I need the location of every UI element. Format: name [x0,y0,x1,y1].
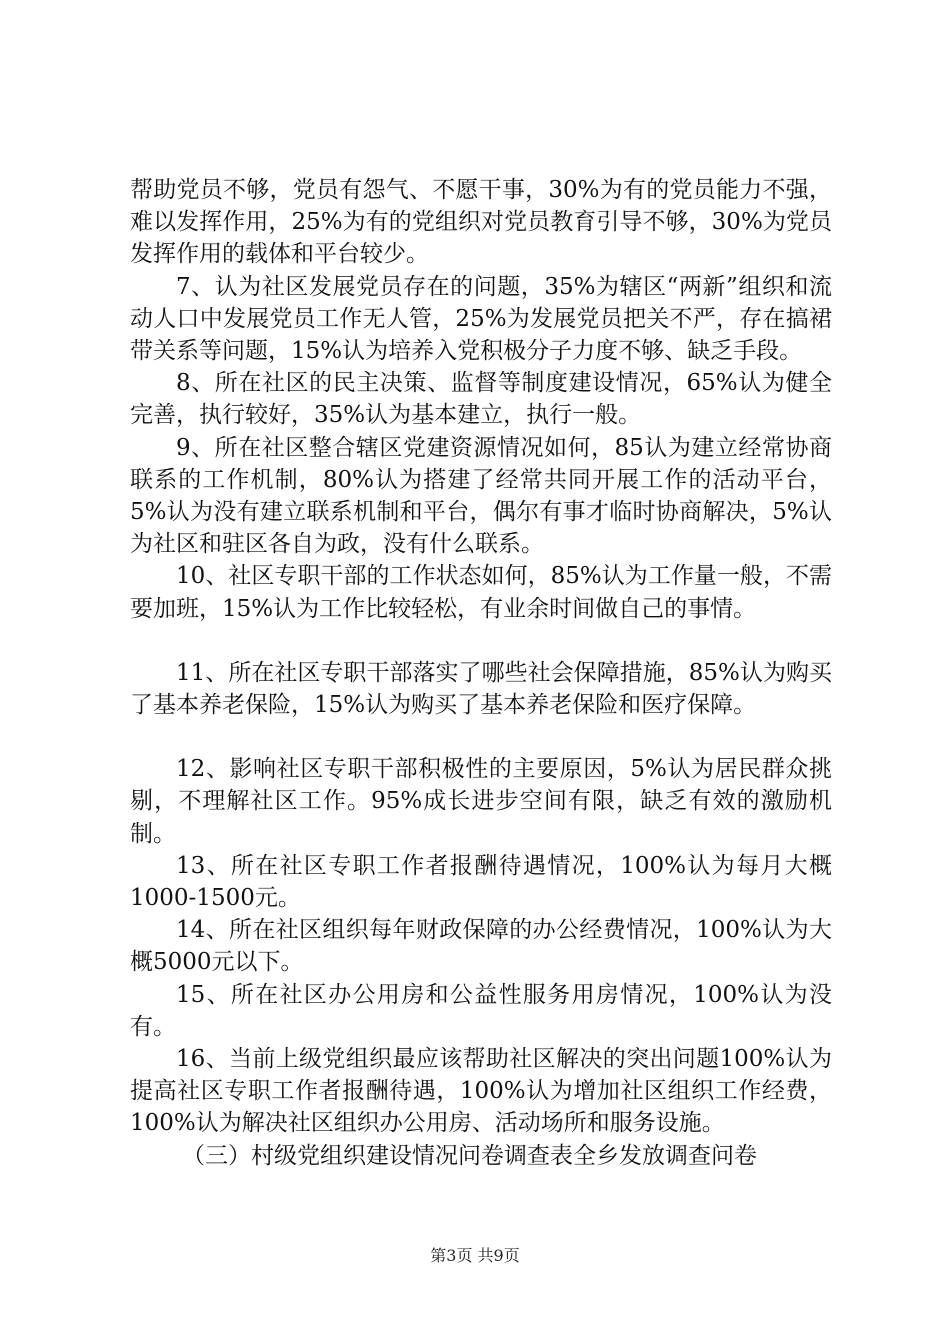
page-footer: 第3页 共9页 [430,1246,520,1265]
paragraph-item-16: 16、当前上级党组织最应该帮助社区解决的突出问题100%认为提高社区专职工作者报酬待遇，100%认为增加社区组织工作经费，100%认为解决社区组织办公用房、活动场所和服务设施。 [130,1046,832,1137]
paragraph-item-9: 9、所在社区整合辖区党建资源情况如何，85认为建立经常协商联系的工作机制，80%认为搭建了经常共同开展工作的活动平台，5%认为没有建立联系机制和平台，偶尔有事才临时协商解决，5%认为社区和驻区各自为政，没有什么联系。 [130,434,832,558]
paragraph-item-11: 11、所在社区专职干部落实了哪些社会保障措施，85%认为购买了基本养老保险，15%认为购买了基本养老保险和医疗保障。 [130,659,832,719]
paragraph-item-15: 15、所在社区办公用房和公益性服务用房情况，100%认为没有。 [130,981,832,1040]
paragraph-item-8: 8、所在社区的民主决策、监督等制度建设情况，65%认为健全完善，执行较好，35%认为基本建立，执行一般。 [130,370,832,429]
document-body [130,174,832,1172]
paragraph-item-10: 10、社区专职干部的工作状态如何，85%认为工作量一般，不需要加班，15%认为工作比较轻松，有业余时间做自己的事情。 [130,563,832,622]
paragraph-item-14: 14、所在社区组织每年财政保障的办公经费情况，100%认为大概5000元以下。 [130,917,832,976]
paragraph-item-12: 12、影响社区专职干部积极性的主要原因，5%认为居民群众挑剔，不理解社区工作。95%成长进步空间有限，缺乏有效的激励机制。 [130,756,832,847]
section-heading-3: （三）村级党组织建设情况问卷调查表全乡发放调查问卷 [182,1142,757,1169]
paragraph-item-7: 7、认为社区发展党员存在的问题，35%为辖区“两新”组织和流动人口中发展党员工作无人管，25%为发展党员把关不严，存在搞裙带关系等问题，15%认为培养入党积极分子力度不够、缺乏手段。 [130,273,832,365]
paragraph-item-13: 13、所在社区专职工作者报酬待遇情况，100%认为每月大概1000-1500元。 [130,852,832,912]
paragraph-continuation: 帮助党员不够，党员有怨气、不愿干事，30%为有的党员能力不强，难以发挥作用，25%为有的党组织对党员教育引导不够，30%为党员发挥作用的载体和平台较少。 [130,177,832,268]
